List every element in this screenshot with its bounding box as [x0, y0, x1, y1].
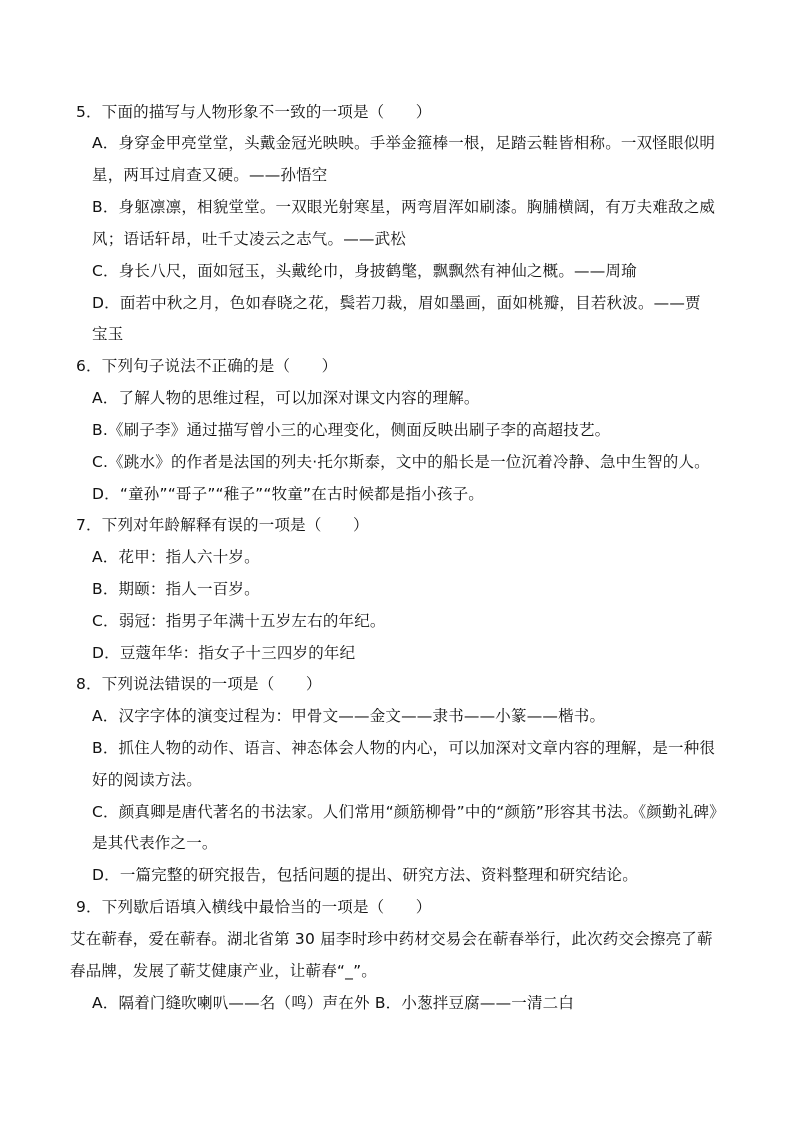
- question-8-option-a: A．汉字字体的演变过程为：甲骨文——金文——隶书——小篆——楷书。: [92, 707, 606, 725]
- question-6-option-c: C.《跳水》的作者是法国的列夫·托尔斯泰，文中的船长是一位沉着冷静、急中生智的人。: [92, 453, 710, 471]
- question-6-option-a: A．了解人物的思维过程，可以加深对课文内容的理解。: [92, 389, 480, 407]
- question-7-option-b: B．期颐：指人一百岁。: [92, 580, 260, 598]
- question-8-stem: 8．下列说法错误的一项是（ ）: [76, 675, 322, 693]
- question-8-option-b: B．抓住人物的动作、语言、神态体会人物的内心，可以加深对文章内容的理解，是一种很: [92, 739, 716, 757]
- question-6-stem: 6．下列句子说法不正确的是（ ）: [76, 357, 338, 375]
- question-7-option-d: D．豆蔻年华：指女子十三四岁的年纪: [92, 644, 356, 662]
- question-8-option-d: D．一篇完整的研究报告，包括问题的提出、研究方法、资料整理和研究结论。: [92, 866, 638, 884]
- question-5-option-a-cont: 星，两耳过肩查又硬。——孙悟空: [92, 166, 328, 184]
- question-8-option-b-cont: 好的阅读方法。: [92, 771, 202, 789]
- question-7-option-a: A．花甲：指人六十岁。: [92, 548, 260, 566]
- question-5-option-b: B．身躯凛凛，相貌堂堂。一双眼光射寒星，两弯眉浑如刷漆。胸脯横阔，有万夫难敌之威: [92, 198, 716, 216]
- question-5-option-a: A．身穿金甲亮堂堂，头戴金冠光映映。手举金箍棒一根，足踏云鞋皆相称。一双怪眼似明: [92, 134, 716, 152]
- question-5-option-b-cont: 风；语话轩昂，吐千丈凌云之志气。——武松: [92, 230, 407, 248]
- question-5-option-c: C．身长八尺，面如冠玉，头戴纶巾，身披鹤氅，飘飘然有神仙之概。——周瑜: [92, 262, 637, 280]
- question-5-stem: 5．下面的描写与人物形象不一致的一项是（ ）: [76, 103, 432, 121]
- question-9-passage-cont: 春品牌，发展了蕲艾健康产业，让蕲春“_”。: [70, 962, 378, 980]
- question-7-option-c: C．弱冠：指男子年满十五岁左右的年纪。: [92, 612, 386, 630]
- question-9-passage: 艾在蕲春，爱在蕲春。湖北省第 30 届李时珍中药材交易会在蕲春举行，此次药交会擦亮了蕲: [70, 930, 713, 948]
- question-5-option-d: D．面若中秋之月，色如春晓之花，鬓若刀裁，眉如墨画，面如桃瓣，目若秋波。——贾: [92, 294, 701, 312]
- question-6-option-d: D．“童孙”“哥子”“稚子”“牧童”在古时候都是指小孩子。: [92, 485, 484, 503]
- question-5-option-d-cont: 宝玉: [92, 325, 124, 343]
- question-7-stem: 7．下列对年龄解释有误的一项是（ ）: [76, 516, 369, 534]
- question-9-options-a-b: A．隔着门缝吹喇叭——名（鸣）声在外 B．小葱拌豆腐——一清二白: [92, 994, 575, 1012]
- question-9-stem: 9．下列歇后语填入横线中最恰当的一项是（ ）: [76, 898, 432, 916]
- question-8-option-c-cont: 是其代表作之一。: [92, 834, 218, 852]
- question-8-option-c: C．颜真卿是唐代著名的书法家。人们常用“颜筋柳骨”中的“颜筋”形容其书法。《颜勤礼碑》: [92, 803, 725, 821]
- question-6-option-b: B.《刷子李》通过描写曾小三的心理变化，侧面反映出刷子李的高超技艺。: [92, 421, 611, 439]
